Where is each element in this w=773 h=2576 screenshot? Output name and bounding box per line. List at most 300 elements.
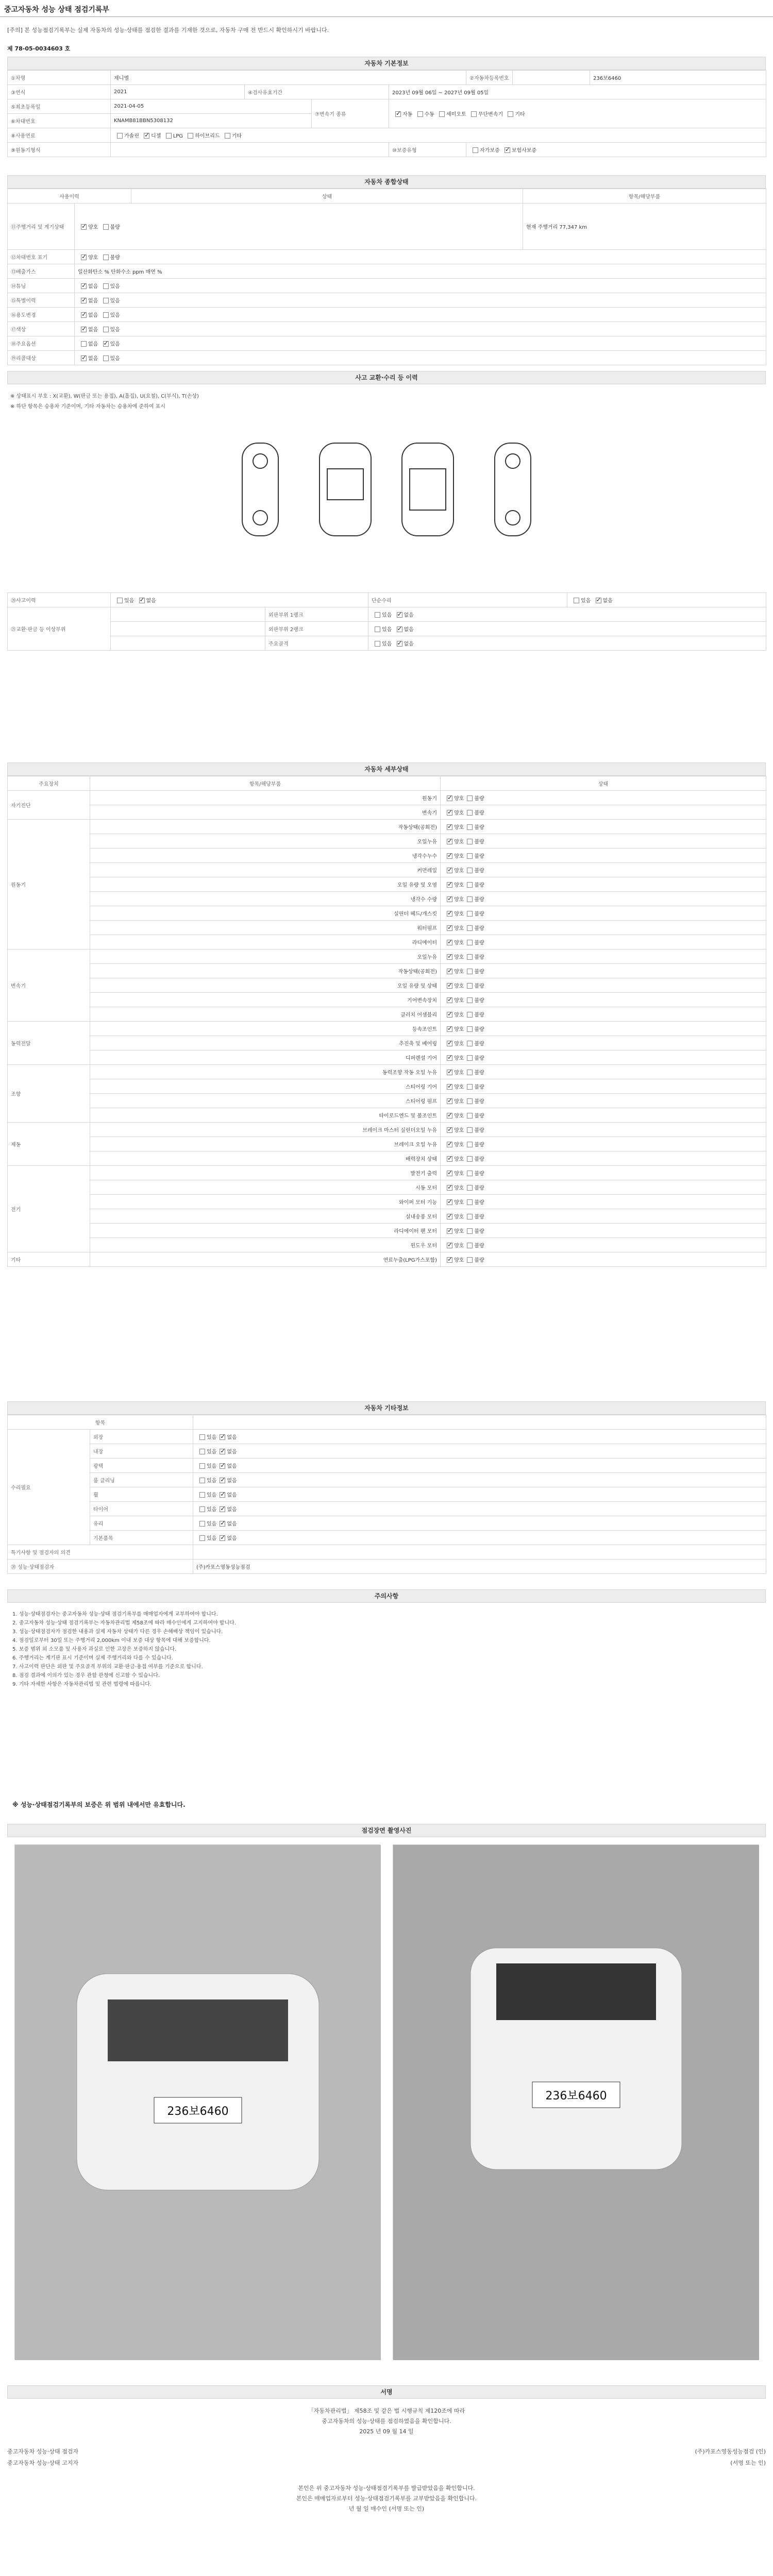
car-damage-diagram <box>232 428 541 551</box>
label-accident-history: ⑳사고이력 <box>8 593 111 607</box>
option-label: 불량 <box>474 1012 484 1018</box>
label-first-reg: ⑤최초등록일 <box>8 99 111 114</box>
checkbox-diesel[interactable] <box>144 133 149 139</box>
label-cleaning: 룸 클리닝 <box>90 1473 193 1487</box>
checkbox-bad[interactable] <box>467 1070 473 1075</box>
signature-party: (주)카포스영동성능점검 (인) <box>695 2448 766 2455</box>
detail-item-label: 라디에이터 <box>90 935 441 950</box>
checkbox-good[interactable] <box>447 882 452 888</box>
option-label: 불량 <box>474 926 484 931</box>
caution-item: 2. 중고자동차 성능·상태 점검기록부는 자동차관리법 제58조에 따라 매수인에게 고지하여야 합니다. <box>12 1620 236 1626</box>
checkbox-good[interactable] <box>447 1026 452 1032</box>
detail-row <box>8 1209 766 1224</box>
checkbox-bad[interactable] <box>467 983 473 989</box>
caution-item: 6. 주행거리는 계기판 표시 기준이며 실제 주행거리와 다를 수 있습니다. <box>12 1655 173 1661</box>
checkbox-bad[interactable] <box>467 882 473 888</box>
detail-item-label: 기어변속장치 <box>90 993 441 1007</box>
rear-photo <box>393 1844 759 2360</box>
checkbox-auto[interactable] <box>395 111 401 117</box>
detail-row <box>8 1022 766 1036</box>
option-label: 양호 <box>454 998 464 1004</box>
detail-item-label: 타이로드엔드 및 볼조인트 <box>90 1108 441 1123</box>
detail-item-state <box>441 935 766 950</box>
checkbox-options-none[interactable] <box>81 341 87 347</box>
option-label: 양호 <box>454 1243 464 1249</box>
label-year: ③연식 <box>8 85 111 99</box>
col-main-device: 주요장치 <box>8 776 90 791</box>
checkbox-good[interactable] <box>447 839 452 844</box>
checkbox-bad[interactable] <box>467 940 473 945</box>
detail-row <box>8 805 766 820</box>
option-label: 양호 <box>454 1084 464 1090</box>
option-label: 양호 <box>454 897 464 903</box>
checkbox-cleaning-yes[interactable] <box>199 1478 205 1483</box>
option-label: 양호 <box>454 1200 464 1206</box>
detail-row <box>8 1094 766 1108</box>
checkbox-special-yes[interactable] <box>103 298 109 303</box>
detail-group-label: 전기 <box>8 1166 90 1252</box>
checkbox-bad[interactable] <box>467 969 473 974</box>
option-label: 불량 <box>474 825 484 831</box>
detail-item-state <box>441 892 766 906</box>
checkbox-gloss-yes[interactable] <box>199 1463 205 1469</box>
general-status-table: 사용이력 상태 항목/해당부품 ⑪주행거리 및 계기상태 ✓ 양호 불량 현재 주행거리 77,347 km ⑫차대번호 표기 ✓ 양호 불량 ⑬배출가스 일산화탄소 % 탄화수소 ppm 매연 % ⑭튜닝 ✓ 없음 있음 ⑮특별이력 ✓ 없음 있음 ⑯용도변경 ✓ 없음 있음 ⑰색상 ✓ 없음 있음 ⑱주요옵션 없음 ✓ 있음 ⑲리콜대상 ✓ 없음 있음 <box>7 189 766 365</box>
option-label: 양호 <box>454 1258 464 1263</box>
transmission-options: ✓ 자동 수동 세미오토 무단변속기 기타 <box>389 99 766 128</box>
car-right-side <box>495 443 531 536</box>
checkbox-bad[interactable] <box>467 1041 473 1046</box>
checkbox-exterior-none[interactable] <box>220 1434 225 1440</box>
checkbox-good[interactable] <box>447 1228 452 1234</box>
checkbox-bad[interactable] <box>467 1055 473 1061</box>
caution-item: 7. 사고이력 판단은 외판 및 주요골격 부위의 교환·판금·용접 여부를 기준으로 합니다. <box>12 1664 203 1670</box>
checkbox-glass-none[interactable] <box>220 1521 225 1527</box>
checkbox-bad[interactable] <box>467 1127 473 1133</box>
value-inspection-period: 2023년 09월 06일 ~ 2027년 09월 05일 <box>389 85 766 99</box>
option-label: 불량 <box>474 810 484 816</box>
value-regno <box>513 71 590 85</box>
option-label: 불량 <box>474 1229 484 1234</box>
section-signature: 서명 <box>7 2385 766 2399</box>
checkbox-bad[interactable] <box>467 1026 473 1032</box>
detail-row <box>8 906 766 921</box>
detail-item-state <box>441 1180 766 1195</box>
checkbox-frame-none[interactable] <box>397 641 402 647</box>
option-label: 양호 <box>454 1157 464 1162</box>
detail-item-state <box>441 1238 766 1252</box>
checkbox-bad[interactable] <box>103 224 109 230</box>
checkbox-lpg[interactable] <box>166 133 172 139</box>
car-rear-image <box>393 1845 759 2360</box>
detail-item-label: 워터펌프 <box>90 921 441 935</box>
checkbox-bad[interactable] <box>467 1228 473 1234</box>
detail-item-state <box>441 950 766 964</box>
option-label: 불량 <box>474 1041 484 1047</box>
checkbox-bad[interactable] <box>467 1214 473 1219</box>
option-label: 양호 <box>454 1229 464 1234</box>
detail-item-label: 윈도우 모터 <box>90 1238 441 1252</box>
detail-item-state <box>441 1137 766 1151</box>
checkbox-bad[interactable] <box>467 795 473 801</box>
label-model: ①차명 <box>8 71 111 85</box>
checkbox-bad[interactable] <box>467 896 473 902</box>
detail-row <box>8 877 766 892</box>
detail-group-label: 동력전달 <box>8 1022 90 1065</box>
checkbox-bad[interactable] <box>467 1243 473 1248</box>
section-detail-status: 자동차 세부상태 <box>7 762 766 776</box>
checkbox-good[interactable] <box>447 1113 452 1118</box>
checkbox-good[interactable] <box>447 1171 452 1176</box>
checkbox-gasoline[interactable] <box>117 133 123 139</box>
checkbox-bad[interactable] <box>467 810 473 816</box>
signature-line: 중고자동차의 성능·상태를 점검하였음을 확인합니다. <box>322 2418 451 2425</box>
col-item-type: 항목/해당부품 <box>90 776 441 791</box>
detail-item-label: 커먼레일 <box>90 863 441 877</box>
detail-item-state <box>441 820 766 834</box>
warranty-options: 자가보증 ✓ 보험사보증 <box>466 143 766 157</box>
signature-party: (서명 또는 인) <box>730 2460 766 2466</box>
checkbox-good[interactable] <box>447 925 452 931</box>
option-label: 불량 <box>474 1200 484 1206</box>
signature-text <box>7 2406 766 2437</box>
option-label: 불량 <box>474 984 484 989</box>
option-label: 양호 <box>454 868 464 874</box>
checkbox-trans-other[interactable] <box>508 111 513 117</box>
option-label: 양호 <box>454 854 464 859</box>
detail-item-state <box>441 1195 766 1209</box>
checkbox-good[interactable] <box>447 1185 452 1191</box>
label-inspector: ⑳ 성능·상태점검자 <box>8 1560 193 1574</box>
checkbox-bad[interactable] <box>467 954 473 960</box>
checkbox-good[interactable] <box>447 1199 452 1205</box>
signature-confirm <box>7 2483 766 2514</box>
wheel-icon <box>506 511 520 525</box>
checkbox-tuning-none[interactable] <box>81 283 87 289</box>
label-glass: 유리 <box>90 1516 193 1531</box>
option-label: 불량 <box>474 1113 484 1119</box>
option-label: 양호 <box>454 1185 464 1191</box>
title-divider <box>0 16 773 17</box>
option-label: 불량 <box>474 969 484 975</box>
checkbox-good[interactable] <box>447 1142 452 1147</box>
checkbox-cleaning-none[interactable] <box>220 1478 225 1483</box>
option-label: 불량 <box>474 940 484 946</box>
detail-item-label: 클러치 어셈블리 <box>90 1007 441 1022</box>
checkbox-good[interactable] <box>447 1156 452 1162</box>
detail-item-label: 작동상태(공회전) <box>90 820 441 834</box>
vin-marking-options: ✓ 양호 불량 <box>75 250 766 264</box>
label-emissions: ⑬배출가스 <box>8 264 75 279</box>
option-label: 양호 <box>454 825 464 831</box>
checkbox-bad[interactable] <box>467 1156 473 1162</box>
detail-item-label: 발전기 출력 <box>90 1166 441 1180</box>
checkbox-good[interactable] <box>447 1127 452 1133</box>
detail-item-label: 등속조인트 <box>90 1022 441 1036</box>
checkbox-bad[interactable] <box>467 997 473 1003</box>
option-label: 불량 <box>474 1185 484 1191</box>
detail-item-label: 디퍼렌셜 기어 <box>90 1050 441 1065</box>
confirm-line: 본인은 매매업자로부터 성능·상태점검기록부를 교부받았음을 확인합니다. <box>296 2495 477 2502</box>
detail-item-label: 오일 유량 및 오염 <box>90 877 441 892</box>
label-odometer: ⑪주행거리 및 계기상태 <box>8 204 75 250</box>
checkbox-semi[interactable] <box>439 111 445 117</box>
detail-row <box>8 1137 766 1151</box>
damage-legend: ※ 상태표시 부호 : X(교환), W(판금 또는 용접), A(흠집), U(요철), C(부식), T(손상) <box>10 394 199 399</box>
detail-item-state <box>441 906 766 921</box>
checkbox-bad[interactable] <box>467 1113 473 1118</box>
checkbox-bad[interactable] <box>467 868 473 873</box>
checkbox-color-none[interactable] <box>81 327 87 332</box>
checkbox-bad[interactable] <box>467 853 473 859</box>
option-label: 양호 <box>454 1142 464 1148</box>
detail-row <box>8 1166 766 1180</box>
checkbox-rank2-yes[interactable] <box>375 626 380 632</box>
checkbox-options-yes[interactable] <box>103 341 109 347</box>
option-label: 양호 <box>454 1128 464 1133</box>
detail-row <box>8 863 766 877</box>
option-label: 불량 <box>474 1258 484 1263</box>
option-label: 불량 <box>474 1243 484 1249</box>
checkbox-wheel-none[interactable] <box>220 1492 225 1498</box>
checkbox-rank1-yes[interactable] <box>375 612 380 618</box>
checkbox-frame-yes[interactable] <box>375 641 380 647</box>
checkbox-glass-yes[interactable] <box>199 1521 205 1527</box>
basic-info-table <box>7 70 766 157</box>
checkbox-bad[interactable] <box>467 1185 473 1191</box>
checkbox-bad[interactable] <box>467 1142 473 1147</box>
checkbox-bad[interactable] <box>467 911 473 917</box>
detail-item-state <box>441 1252 766 1267</box>
checkbox-insurance-warranty[interactable] <box>505 147 510 153</box>
caution-item: 9. 기타 자세한 사항은 자동차관리법 및 관련 법령에 따릅니다. <box>12 1682 152 1687</box>
checkbox-bad[interactable] <box>467 824 473 830</box>
checkbox-bad[interactable] <box>467 1257 473 1263</box>
checkbox-special-none[interactable] <box>81 298 87 303</box>
option-label: 양호 <box>454 1027 464 1032</box>
checkbox-good[interactable] <box>447 1214 452 1219</box>
checkbox-vin-good[interactable] <box>81 255 87 260</box>
detail-item-state <box>441 805 766 820</box>
label-options: ⑱주요옵션 <box>8 336 75 351</box>
option-label: 불량 <box>474 1142 484 1148</box>
checkbox-good[interactable] <box>81 224 87 230</box>
label-simple-repair: 단순수리 <box>368 593 567 607</box>
caution-item: 8. 점검 결과에 이의가 있는 경우 관할 관청에 신고할 수 있습니다. <box>12 1673 160 1679</box>
detail-item-label: 추진축 및 베어링 <box>90 1036 441 1050</box>
checkbox-good[interactable] <box>447 1070 452 1075</box>
car-left-side <box>242 443 278 536</box>
accident-table: ⑳사고이력 있음 ✓ 없음 단순수리 있음 ✓ 없음 ㉑교환·판금 등 이상부위 외판부위 1랭크 있음 ✓ 없음 외판부위 2랭크 있음 ✓ 없음 주요골격 있음 ✓ 없음 <box>7 592 766 651</box>
checkbox-repair-none[interactable] <box>596 598 601 603</box>
option-label: 불량 <box>474 1084 484 1090</box>
detail-item-state <box>441 1007 766 1022</box>
confirm-line: 년 월 일 매수인 (서명 또는 인) <box>348 2505 425 2512</box>
option-label: 양호 <box>454 1056 464 1061</box>
checkbox-cvt[interactable] <box>471 111 477 117</box>
checkbox-fuel-other[interactable] <box>225 133 230 139</box>
checkbox-exterior-yes[interactable] <box>199 1434 205 1440</box>
checkbox-rank2-none[interactable] <box>397 626 402 632</box>
label-opinion: 특기사항 및 점검자의 의견 <box>8 1545 193 1560</box>
checkbox-good[interactable] <box>447 795 452 801</box>
checkbox-usage-none[interactable] <box>81 312 87 318</box>
checkbox-bad[interactable] <box>467 925 473 931</box>
col-item: 사용이력 <box>8 189 131 204</box>
checkbox-good[interactable] <box>447 868 452 873</box>
detail-group-label: 기타 <box>8 1252 90 1267</box>
checkbox-hybrid[interactable] <box>188 133 193 139</box>
option-label: 양호 <box>454 1041 464 1047</box>
checkbox-good[interactable] <box>447 1257 452 1263</box>
checkbox-accident-yes[interactable] <box>117 598 123 603</box>
checkbox-good[interactable] <box>447 1098 452 1104</box>
option-label: 불량 <box>474 897 484 903</box>
checkbox-good[interactable] <box>447 1084 452 1090</box>
option-label: 양호 <box>454 926 464 931</box>
checkbox-tire-yes[interactable] <box>199 1506 205 1512</box>
label-interior: 내장 <box>90 1444 193 1459</box>
confirm-line: 본인은 위 중고자동차 성능·상태점검기록부를 발급받았음을 확인합니다. <box>298 2485 475 2492</box>
label-color: ⑰색상 <box>8 322 75 336</box>
detail-item-label: 라디에이터 팬 모터 <box>90 1224 441 1238</box>
checkbox-rank1-none[interactable] <box>397 612 402 618</box>
label-exchange-repair: ㉑교환·판금 등 이상부위 <box>8 607 111 651</box>
detail-item-label: 실내송풍 모터 <box>90 1209 441 1224</box>
checkbox-good[interactable] <box>447 853 452 859</box>
checkbox-good[interactable] <box>447 824 452 830</box>
col-mileage: 항목/해당부품 <box>523 189 766 204</box>
option-label: 양호 <box>454 984 464 989</box>
detail-row <box>8 849 766 863</box>
detail-item-label: 변속기 <box>90 805 441 820</box>
option-label: 양호 <box>454 839 464 845</box>
checkbox-wheel-yes[interactable] <box>199 1492 205 1498</box>
checkbox-self-warranty[interactable] <box>473 147 478 153</box>
detail-row <box>8 978 766 993</box>
checkbox-bad[interactable] <box>467 839 473 844</box>
option-label: 불량 <box>474 883 484 888</box>
checkbox-tire-none[interactable] <box>220 1506 225 1512</box>
checkbox-color-yes[interactable] <box>103 327 109 332</box>
damage-note: ※ 하단 항목은 승용차 기준이며, 기타 자동차는 승용차에 준하여 표시 <box>10 404 165 410</box>
checkbox-usage-yes[interactable] <box>103 312 109 318</box>
checkbox-good[interactable] <box>447 1012 452 1018</box>
label-warranty: ⑨원동기형식 <box>8 143 111 157</box>
label-exterior: 외장 <box>90 1430 193 1444</box>
option-label: 불량 <box>474 854 484 859</box>
value-mileage: 현재 주행거리 77,347 km <box>523 204 766 250</box>
option-label: 불량 <box>474 796 484 802</box>
checkbox-vin-bad[interactable] <box>103 255 109 260</box>
wheel-icon <box>253 454 267 468</box>
caution-item: 5. 보증 범위 외 소모품 및 사용자 과실로 인한 고장은 보증하지 않습니다. <box>12 1647 177 1652</box>
detail-item-state <box>441 1036 766 1050</box>
checkbox-tuning-yes[interactable] <box>103 283 109 289</box>
detail-group-label: 자기진단 <box>8 791 90 820</box>
section-other-info: 자동차 기타정보 <box>7 1401 766 1415</box>
checkbox-basic-yes[interactable] <box>199 1535 205 1541</box>
checkbox-good[interactable] <box>447 1055 452 1061</box>
detail-row <box>8 1123 766 1137</box>
checkbox-good[interactable] <box>447 810 452 816</box>
checkbox-good[interactable] <box>447 896 452 902</box>
value-inspector: (주)카포스영동성능점검 <box>193 1560 766 1574</box>
detail-item-state <box>441 1224 766 1238</box>
col-other-item: 항목 <box>8 1415 193 1430</box>
detail-group-label: 조향 <box>8 1065 90 1123</box>
other-info-table: 항목 수리필요 외장 있음✓ 없음 내장 있음✓ 없음 광택 있음✓ 없음 룸 클리닝 있음✓ 없음 휠 있음✓ 없음 타이어 있음✓ 없음 유리 있음✓ 없음 기본품목 있음✓ 없음 특기사항 및 점검자의 의견 ⑳ 성능·상태점검자 (주)카포스영동성능점검 <box>7 1415 766 1574</box>
value-model: 제니엘 <box>111 71 466 85</box>
checkbox-manual[interactable] <box>417 111 423 117</box>
checkbox-recall-yes[interactable] <box>103 355 109 361</box>
detail-item-label: 스티어링 펌프 <box>90 1094 441 1108</box>
col-detail-state: 상태 <box>441 776 766 791</box>
option-label: 양호 <box>454 810 464 816</box>
checkbox-good[interactable] <box>447 911 452 917</box>
checkbox-recall-none[interactable] <box>81 355 87 361</box>
checkbox-good[interactable] <box>447 954 452 960</box>
detail-item-label: 오일누유 <box>90 834 441 849</box>
detail-item-label: 와이퍼 모터 기능 <box>90 1195 441 1209</box>
checkbox-good[interactable] <box>447 1041 452 1046</box>
checkbox-bad[interactable] <box>467 1199 473 1205</box>
detail-row <box>8 921 766 935</box>
checkbox-interior-none[interactable] <box>220 1449 225 1454</box>
value-regno-extra: 236보6460 <box>590 71 766 85</box>
checkbox-interior-yes[interactable] <box>199 1449 205 1454</box>
option-label: 불량 <box>474 839 484 845</box>
detail-item-label: 작동상태(공회전) <box>90 964 441 978</box>
detail-item-state <box>441 1108 766 1123</box>
detail-row <box>8 791 766 805</box>
detail-item-state <box>441 1151 766 1166</box>
detail-item-state <box>441 1094 766 1108</box>
checkbox-good[interactable] <box>447 983 452 989</box>
checkbox-good[interactable] <box>447 940 452 945</box>
signature-party: 중고자동차 성능·상태 점검자 <box>7 2448 79 2455</box>
detail-row <box>8 1079 766 1094</box>
section-accident-repair: 사고 교환·수리 등 이력 <box>7 371 766 384</box>
checkbox-basic-none[interactable] <box>220 1535 225 1541</box>
checkbox-bad[interactable] <box>467 1098 473 1104</box>
label-wheel: 휠 <box>90 1487 193 1502</box>
checkbox-bad[interactable] <box>467 1171 473 1176</box>
checkbox-good[interactable] <box>447 997 452 1003</box>
checkbox-gloss-none[interactable] <box>220 1463 225 1469</box>
checkbox-good[interactable] <box>447 969 452 974</box>
label-outer-rank1: 외판부위 1랭크 <box>265 607 368 622</box>
detail-item-label: 오일누유 <box>90 950 441 964</box>
checkbox-bad[interactable] <box>467 1084 473 1090</box>
detail-item-label: 냉각수 수량 <box>90 892 441 906</box>
detail-item-state <box>441 877 766 892</box>
checkbox-good[interactable] <box>447 1243 452 1248</box>
detail-row <box>8 993 766 1007</box>
detail-row <box>8 1252 766 1267</box>
checkbox-bad[interactable] <box>467 1012 473 1018</box>
plate-text: 236보6460 <box>545 2090 607 2103</box>
section-basic-info: 자동차 기본정보 <box>7 57 766 70</box>
detail-item-state <box>441 791 766 805</box>
checkbox-accident-none[interactable] <box>139 598 145 603</box>
detail-row <box>8 892 766 906</box>
detail-row <box>8 1224 766 1238</box>
checkbox-repair-yes[interactable] <box>574 598 579 603</box>
section-photos: 점검장면 촬영사진 <box>7 1824 766 1837</box>
detail-item-label: 오일 유량 및 상태 <box>90 978 441 993</box>
detail-item-label: 실린더 헤드/개스킷 <box>90 906 441 921</box>
detail-item-state <box>441 978 766 993</box>
